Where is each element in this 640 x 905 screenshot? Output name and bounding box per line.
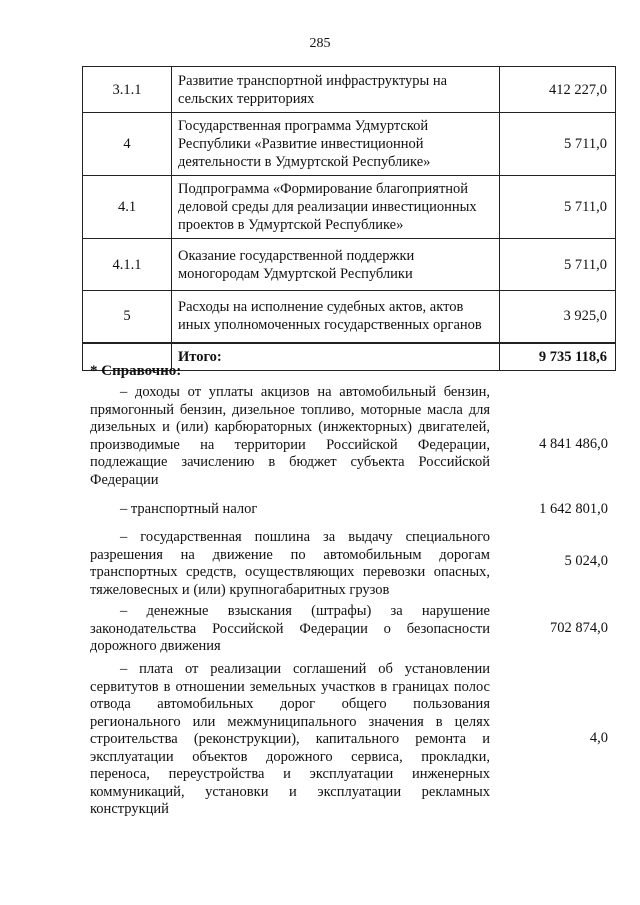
row-amount: 5 711,0 <box>500 176 616 239</box>
budget-table <box>82 66 616 371</box>
table-row <box>83 113 616 176</box>
reference-item-amount: 702 874,0 <box>550 620 608 636</box>
row-amount: 5 711,0 <box>500 239 616 291</box>
row-name: Расходы на исполнение судебных актов, актов иных уполномоченных государственных органов <box>172 291 500 343</box>
table-row <box>83 67 616 113</box>
reference-item-text: – доходы от уплаты акцизов на автомобильный бензин, прямогонный бензин, дизельное топливо, моторные масла для дизельных и (или) карбюраторных (инжекторных) двигателей, производимые на территории Российской Федерации, подлежащие зачислению в бюджет субъекта Российской Федерации <box>90 384 490 488</box>
total-label: Итого: <box>172 343 500 371</box>
table-row <box>83 291 616 343</box>
row-name: Оказание государственной поддержки моногородам Удмуртской Республики <box>172 239 500 291</box>
reference-item <box>90 501 616 519</box>
row-code: 4 <box>83 113 172 176</box>
reference-item-text: – государственная пошлина за выдачу специального разрешения на движение по автомобильным дорогам транспортных средств, осуществляющих перевозки опасных, тяжеловесных и (или) крупногабаритных грузов <box>90 529 490 598</box>
reference-item-amount: 4 841 486,0 <box>539 436 608 452</box>
reference-item-amount: 1 642 801,0 <box>539 501 608 517</box>
row-code: 5 <box>83 291 172 343</box>
row-code: 3.1.1 <box>83 67 172 113</box>
reference-item-amount: 5 024,0 <box>564 553 608 569</box>
reference-item <box>90 529 616 599</box>
row-name: Государственная программа Удмуртской Республики «Развитие инвестиционной деятельности в Удмуртской Республике» <box>172 113 500 176</box>
row-code: 4.1.1 <box>83 239 172 291</box>
reference-title: * Справочно: <box>90 363 182 379</box>
row-amount: 5 711,0 <box>500 113 616 176</box>
reference-item <box>90 661 616 819</box>
row-name: Подпрограмма «Формирование благоприятной деловой среды для реализации инвестиционных проектов в Удмуртской Республике» <box>172 176 500 239</box>
row-name: Развитие транспортной инфраструктуры на сельских территориях <box>172 67 500 113</box>
page-number: 285 <box>309 36 331 51</box>
table-row <box>83 239 616 291</box>
table-row <box>83 176 616 239</box>
reference-item-amount: 4,0 <box>589 730 608 746</box>
row-amount: 412 227,0 <box>500 67 616 113</box>
row-amount: 3 925,0 <box>500 291 616 343</box>
reference-item <box>90 603 616 656</box>
reference-item <box>90 384 616 489</box>
reference-item-text: – плата от реализации соглашений об установлении сервитутов в отношении земельных участков в границах полос отвода автомобильных дорог общего пользования регионального или межмуниципального значения в целях строительства (реконструкции), капитального ремонта и эксплуатации объектов дорожного сервиса, прокладки, переноса, переустройства и эксплуатации инженерных коммуникаций, установки и эксплуатации рекламных конструкций <box>90 661 490 817</box>
total-amount: 9 735 118,6 <box>500 343 616 371</box>
reference-item-text: – денежные взыскания (штрафы) за нарушение законодательства Российской Федерации о безопасности дорожного движения <box>90 603 490 654</box>
row-code: 4.1 <box>83 176 172 239</box>
reference-item-text: – транспортный налог <box>120 501 258 517</box>
